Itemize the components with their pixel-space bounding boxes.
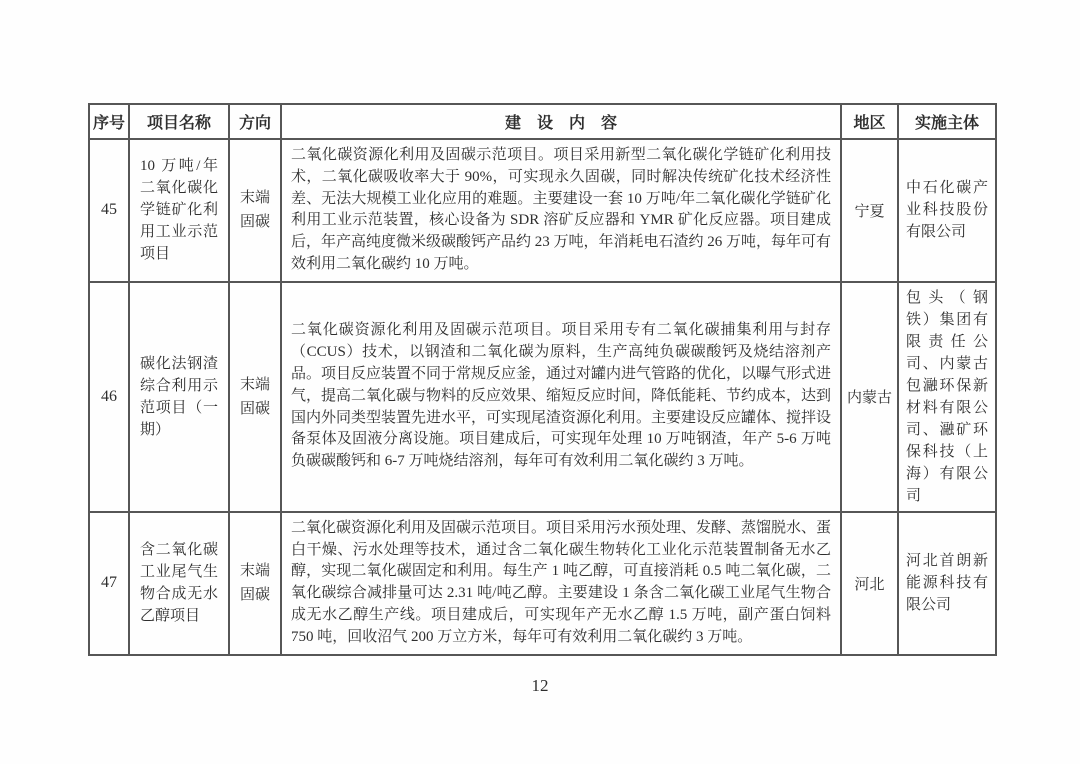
project-47-no: 47 [89, 512, 129, 655]
project-46-direction: 末端固碳 [229, 282, 281, 512]
header-region: 地区 [841, 104, 898, 139]
project-45-direction: 末端固碳 [229, 139, 281, 282]
page-number: 12 [531, 676, 549, 695]
table-header-row [89, 104, 996, 139]
project-47-direction: 末端固碳 [229, 512, 281, 655]
project-46-region: 内蒙古 [841, 282, 898, 512]
project-47-content: 二氧化碳资源化利用及固碳示范项目。项目采用污水预处理、发酵、蒸馏脱水、蛋白干燥、污水处理等技术，通过含二氧化碳生物转化工业化示范装置制备无水乙醇，实现二氧化碳固定和利用。每生产 1 吨乙醇，可直接消耗 0.5 吨二氧化碳，二氧化碳综合减排量可达 2.31 吨/吨乙醇。主要建设 1 条含二氧化碳工业尾气生物合成无水乙醇生产线。项目建成后，可实现年产无水乙醇 1.5 万吨，副产蛋白饲料 750 吨，回收沼气 200 万立方米，每年可有效利用二氧化碳约 3 万吨。 [281, 512, 841, 655]
table-row-47 [89, 512, 996, 655]
project-45-entity: 中石化碳产业科技股份有限公司 [898, 139, 996, 282]
project-46-content: 二氧化碳资源化利用及固碳示范项目。项目采用专有二氧化碳捕集利用与封存（CCUS）技术，以钢渣和二氧化碳为原料，生产高纯负碳碳酸钙及烧结溶剂产品。项目反应装置不同于常规反应釜，通过对罐内进气管路的优化，以曝气形式进气，提高二氧化碳与物料的反应效果、缩短反应时间，降低能耗、节约成本，达到国内外同类型装置先进水平，可实现尾渣资源化利用。主要建设反应罐体、搅拌设备泵体及固液分离设施。项目建成后，可实现年处理 10 万吨钢渣，年产 5-6 万吨负碳碳酸钙和 6-7 万吨烧结溶剂，每年可有效利用二氧化碳约 3 万吨。 [281, 282, 841, 512]
project-45-name: 10 万吨/年二氧化碳化学链矿化利用工业示范项目 [129, 139, 229, 282]
project-45-content: 二氧化碳资源化利用及固碳示范项目。项目采用新型二氧化碳化学链矿化利用技术，二氧化碳吸收率大于 90%，可实现永久固碳，同时解决传统矿化技术经济性差、无法大规模工业化应用的难题。主要建设一套 10 万吨/年二氧化碳化学链矿化利用工业示范装置，核心设备为 SDR 溶矿反应器和 YMR 矿化反应器。项目建成后，年产高纯度微米级碳酸钙产品约 23 万吨，年消耗电石渣约 26 万吨，每年可有效利用二氧化碳约 10 万吨。 [281, 139, 841, 282]
header-index: 序号 [89, 104, 129, 139]
project-46-name: 碳化法钢渣综合利用示范项目（一期） [129, 282, 229, 512]
project-47-region: 河北 [841, 512, 898, 655]
project-46-no: 46 [89, 282, 129, 512]
table-row-45 [89, 139, 996, 282]
project-45-region: 宁夏 [841, 139, 898, 282]
header-content: 建设内容 [281, 104, 841, 139]
project-47-name: 含二氧化碳工业尾气生物合成无水乙醇项目 [129, 512, 229, 655]
projects-table [88, 103, 997, 656]
project-45-no: 45 [89, 139, 129, 282]
project-47-entity: 河北首朗新能源科技有限公司 [898, 512, 996, 655]
table-row-46 [89, 282, 996, 512]
project-46-entity: 包头（钢铁）集团有限责任公司、内蒙古包瀜环保新材料有限公司、瀜矿环保科技（上海）有限公司 [898, 282, 996, 512]
header-entity: 实施主体 [898, 104, 996, 139]
header-direction: 方向 [229, 104, 281, 139]
header-project-name: 项目名称 [129, 104, 229, 139]
